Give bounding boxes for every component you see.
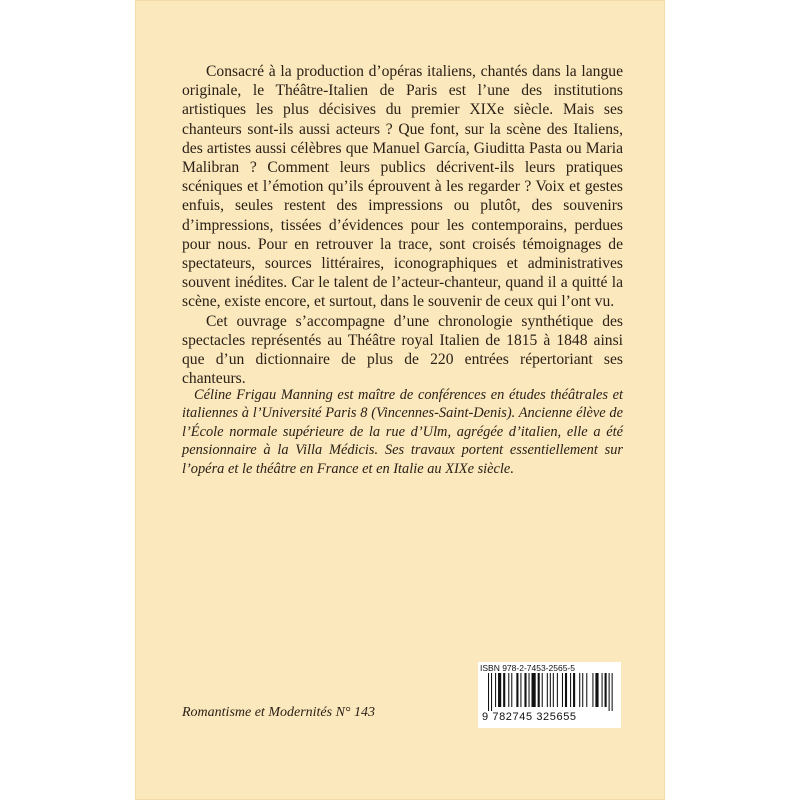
barcode-bar (495, 673, 496, 707)
barcode-bar (557, 673, 558, 707)
barcode-bar (570, 673, 571, 707)
barcode-bar (565, 673, 567, 707)
barcode-bar (488, 673, 489, 711)
barcode-digits: 9 782745 325655 (482, 711, 577, 723)
barcode-bar (498, 673, 501, 707)
barcode-bar (508, 673, 509, 707)
barcode-bar (553, 673, 554, 707)
barcode-bar (538, 673, 540, 707)
barcode-bar (491, 673, 492, 711)
barcode-bar (511, 673, 512, 707)
barcode-bar (605, 673, 607, 707)
blurb-paragraph-2: Cet ouvrage s’accompagne d’une chronologie synthétique des spectacles représentés au Théâtre royal Italien de 1815 à 1848 ainsi que d’un dictionnaire de plus de 220 entrées répertoriant ses chanteurs. (182, 312, 623, 388)
barcode-bar (562, 673, 563, 707)
barcode-bar (542, 673, 543, 707)
barcode-bar (579, 673, 580, 707)
series-label: Romantisme et Modernités N° 143 (182, 705, 376, 720)
barcode-bar (602, 673, 603, 707)
barcode-bar (503, 673, 505, 707)
barcode-bar (573, 673, 575, 707)
barcode-bar (547, 673, 548, 707)
author-bio (182, 386, 623, 478)
barcode-bar (586, 673, 587, 707)
barcode-bar (520, 673, 521, 707)
barcode-bar (550, 673, 551, 707)
barcode-icon (480, 673, 619, 711)
blurb-paragraph-1: Consacré à la production d’opéras italiens, chantés dans la langue originale, le Théâtre-Italien de Paris est l’une des institutions artistiques les plus décisives du premier XIXe siècle. Mais ses chanteurs sont-ils aussi acteurs ? Que font, sur la scène des Italiens, des artistes aussi célèbres que Manuel García, Giuditta Pasta ou Maria Malibran ? Comment leurs publics décrivent-ils leurs pratiques scéniques et l’émotion qu’ils éprouvent à les regarder ? Voix et gestes enfuis, seules restent des impressions ou plutôt, des souvenirs d’impressions, tissées d’évidences pour les contemporains, perdues pour nous. Pour en retrouver la trace, sont croisés témoignages de spectateurs, sources littéraires, iconographiques et administratives souvent inédites. Car le talent de l’acteur-chanteur, quand il a quitté la scène, existe encore, et surtout, dans le souvenir de ceux qui l’ont vu. (182, 63, 623, 311)
barcode-bar (532, 673, 536, 707)
blurb (182, 62, 623, 388)
isbn-label: ISBN 978-2-7453-2565-5 (480, 663, 575, 673)
author-bio-text: Céline Frigau Manning est maître de conférences en études théâtrales et italiennes à l’Université Paris 8 (Vincennes-Saint-Denis). Ancienne élève de l’École normale supérieure de la rue d’Ulm, agrégée d’italien, elle a été pensionnaire à la Villa Médicis. Ses travaux portent essentiellement sur l’opéra et le théâtre en France et en Italie au XIXe siècle. (182, 387, 623, 477)
barcode-bar (582, 673, 583, 707)
barcode-bar (516, 673, 518, 707)
barcode-bar (524, 673, 526, 707)
barcode-bar (595, 673, 598, 707)
barcode-bar (529, 673, 530, 707)
barcode-bar (609, 673, 610, 711)
barcode-bar (592, 673, 593, 707)
barcode-bar (612, 673, 613, 711)
